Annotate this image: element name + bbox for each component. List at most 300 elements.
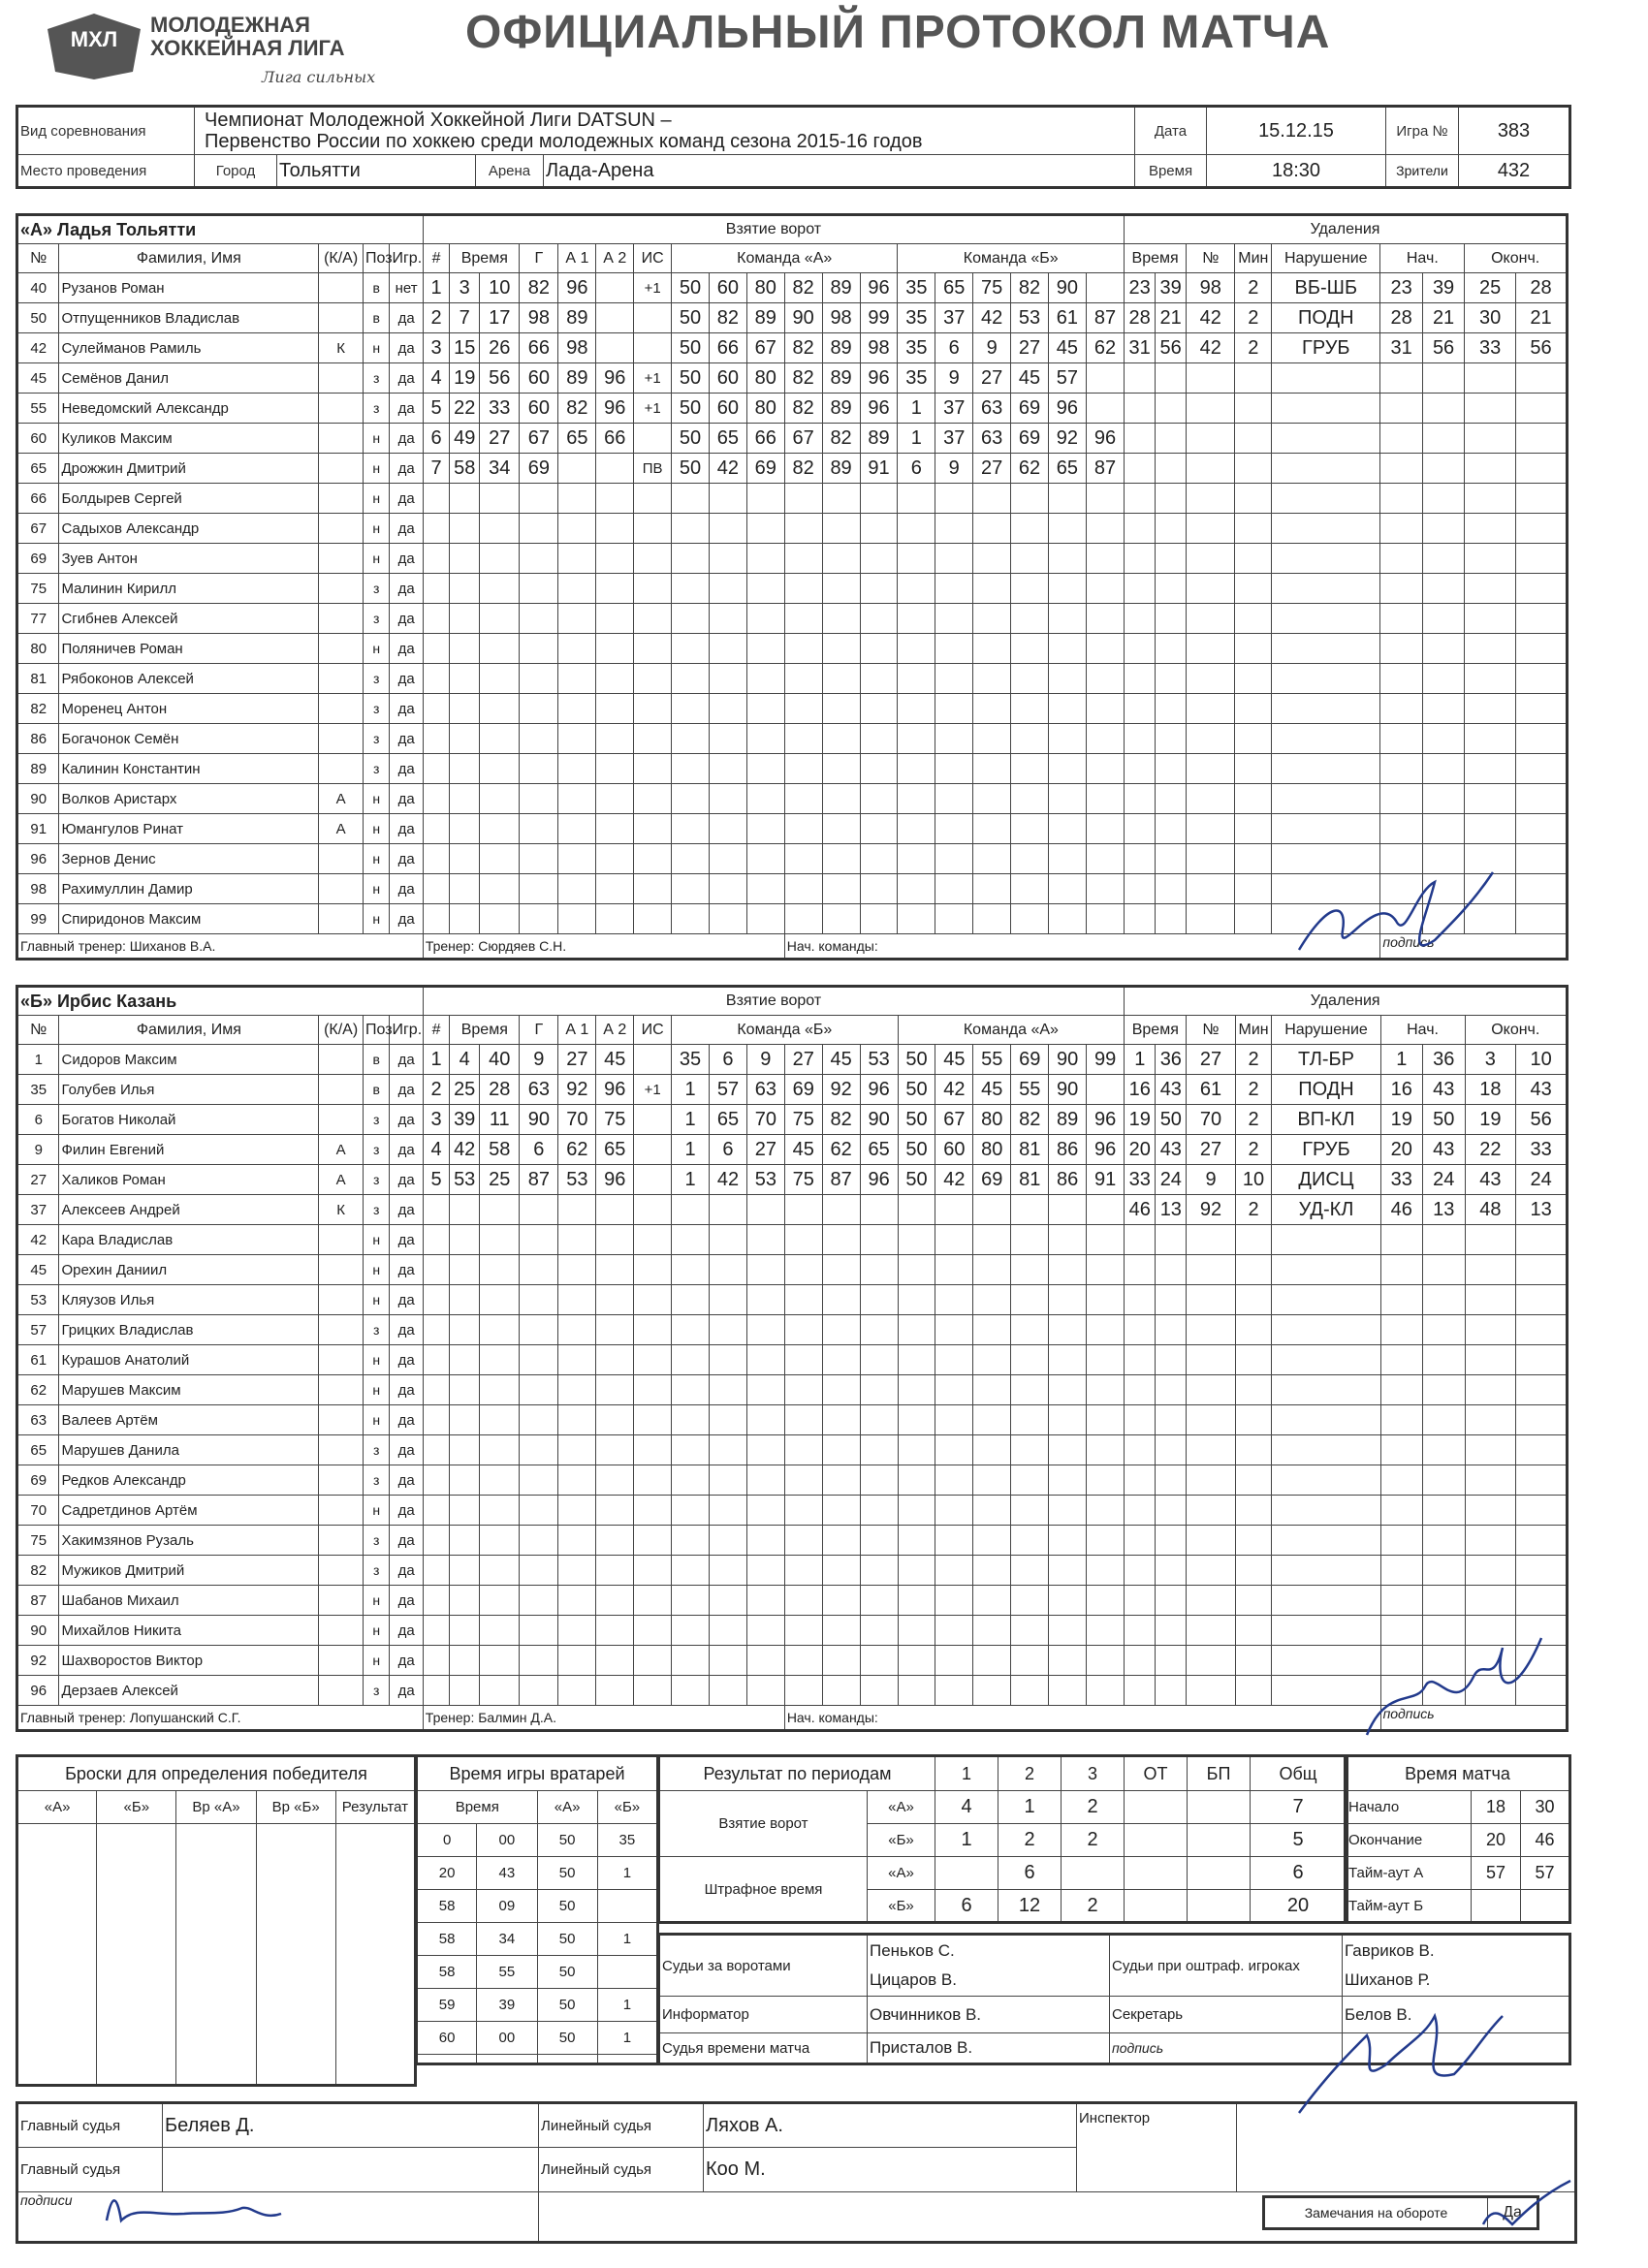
player-row (17, 363, 1568, 394)
goal-empty-cell (860, 1646, 898, 1676)
pen-empty-cell (1272, 1435, 1380, 1465)
player-position: н (364, 1255, 390, 1285)
pen-end-min: 30 (1465, 303, 1516, 333)
player-ka: А (319, 1165, 364, 1195)
on-ice-own: 96 (860, 273, 898, 303)
goal-empty-cell (423, 784, 449, 814)
goal-empty-cell (1049, 1225, 1087, 1255)
player-row (17, 604, 1568, 634)
goal-empty-cell (746, 1315, 784, 1345)
goal-empty-cell (709, 664, 746, 694)
pen-empty-cell (1380, 424, 1422, 454)
pen-empty-cell (1156, 514, 1187, 544)
player-position: з (364, 394, 390, 424)
goal-empty-cell (1048, 844, 1086, 874)
goal-empty-cell (423, 694, 449, 724)
on-ice-opp: 45 (1011, 363, 1049, 394)
on-ice-opp (1086, 363, 1124, 394)
pen-empty-cell (1380, 694, 1422, 724)
goal-empty-cell (973, 1405, 1011, 1435)
goal-empty-cell (634, 1315, 672, 1345)
pen-player: 27 (1187, 1135, 1235, 1165)
spectators-label: Зрители (1386, 155, 1459, 188)
goal-empty-cell (520, 1345, 558, 1375)
goal-empty-cell (1011, 514, 1049, 544)
pen-empty-cell (1125, 1375, 1156, 1405)
pen-start-min: 28 (1380, 303, 1422, 333)
on-ice-own: 35 (672, 1045, 710, 1075)
goal-empty-cell (784, 1616, 822, 1646)
goal-empty-cell (520, 1285, 558, 1315)
goal-assist1: 96 (558, 273, 596, 303)
on-ice-opp: 50 (898, 1135, 935, 1165)
coach-a-signature (1289, 863, 1522, 989)
city-label: Город (195, 155, 277, 188)
pen-end-sec: 10 (1516, 1045, 1568, 1075)
pen-empty-cell (1516, 1496, 1568, 1526)
goal-empty-cell (1048, 724, 1086, 754)
player-name: Шабанов Михаил (59, 1586, 319, 1616)
on-ice-own: 82 (709, 303, 746, 333)
goal-empty-cell (935, 1556, 973, 1586)
on-ice-own: 69 (746, 454, 784, 484)
player-row (17, 1195, 1568, 1225)
on-ice-own: 96 (860, 363, 898, 394)
goal-empty-cell (973, 1345, 1011, 1375)
pen-empty-cell (1156, 363, 1187, 394)
goals-a-cell: 4 (935, 1791, 998, 1824)
goal-empty-cell (672, 1646, 710, 1676)
player-ka (319, 1586, 364, 1616)
player-played: да (390, 484, 423, 514)
pen-infraction: ВБ-ШБ (1272, 273, 1380, 303)
pen-empty-cell (1235, 664, 1272, 694)
col-team-on-ice-2: Команда «А» (898, 1016, 1125, 1045)
player-position: н (364, 904, 390, 934)
goal-empty-cell (1087, 1405, 1125, 1435)
col-played: Игр. (390, 244, 423, 273)
player-played: да (390, 664, 423, 694)
pen-empty-cell (1423, 1375, 1465, 1405)
pen-empty-cell (1422, 784, 1464, 814)
goal-empty-cell (710, 1586, 747, 1616)
pen-empty-cell (1235, 1405, 1272, 1435)
goal-empty-cell (672, 1405, 710, 1435)
pen-empty-cell (1380, 1586, 1422, 1616)
goal-empty-cell (1087, 1676, 1125, 1706)
player-name: Дрожжин Дмитрий (59, 454, 319, 484)
player-ka (319, 844, 364, 874)
goal-empty-cell (1049, 1255, 1087, 1285)
player-ka (319, 1105, 364, 1135)
col-number: № (17, 244, 59, 273)
goal-empty-cell (596, 1526, 634, 1556)
goal-empty-cell (672, 484, 710, 514)
goalie-time-sec: 39 (477, 1989, 537, 2022)
pen-empty-cell (1235, 394, 1272, 424)
on-ice-opp (1086, 273, 1124, 303)
pen-empty-cell (1125, 454, 1156, 484)
player-row (17, 1225, 1568, 1255)
pen-empty-cell (1235, 1465, 1272, 1496)
goal-num: 5 (423, 394, 449, 424)
goal-empty-cell (672, 784, 710, 814)
goalie-row (417, 1989, 658, 2022)
player-number: 40 (17, 273, 59, 303)
goal-empty-cell (860, 874, 898, 904)
goal-empty-cell (822, 844, 860, 874)
goal-empty-cell (784, 1405, 822, 1435)
player-number: 75 (17, 574, 59, 604)
pen-empty-cell (1465, 604, 1516, 634)
pen-empty-cell (1272, 664, 1380, 694)
head-coach-label: Главный тренер: (20, 938, 126, 954)
player-name: Сулейманов Рамиль (59, 333, 319, 363)
goal-empty-cell (746, 574, 784, 604)
on-ice-opp: 91 (1087, 1165, 1125, 1195)
team-a-title: «А» Ладья Тольятти (17, 215, 424, 244)
player-row (17, 664, 1568, 694)
league-name-line1: МОЛОДЕЖНАЯ (150, 13, 310, 37)
player-played: да (390, 1405, 423, 1435)
player-played: да (390, 1526, 423, 1556)
goal-empty-cell (898, 1345, 935, 1375)
goal-min: 7 (450, 303, 480, 333)
goal-empty-cell (784, 694, 822, 724)
on-ice-opp: 69 (1011, 1045, 1049, 1075)
pen-start-sec: 50 (1423, 1105, 1465, 1135)
on-ice-own: 92 (822, 1075, 860, 1105)
player-ka (319, 1345, 364, 1375)
player-position: з (364, 1165, 390, 1195)
pen-end-min: 22 (1465, 1135, 1516, 1165)
goal-empty-cell (1049, 1646, 1087, 1676)
team-b-label: «Б» (868, 1890, 935, 1923)
pen-empty-cell (1423, 1225, 1465, 1255)
pen-player: 61 (1187, 1075, 1235, 1105)
on-ice-own: 27 (746, 1135, 784, 1165)
on-ice-opp: 90 (1049, 1075, 1087, 1105)
pen-empty-cell (1125, 514, 1156, 544)
player-row (17, 1045, 1568, 1075)
goal-empty-cell (1011, 1676, 1049, 1706)
player-name: Поляничев Роман (59, 634, 319, 664)
pen-empty-cell (1272, 694, 1380, 724)
goal-empty-cell (558, 1465, 596, 1496)
on-ice-own: 96 (860, 394, 898, 424)
goals-header: Взятие ворот (423, 987, 1124, 1016)
pen-empty-cell (1187, 1616, 1235, 1646)
goal-empty-cell (1049, 1315, 1087, 1345)
goal-empty-cell (450, 1435, 480, 1465)
goal-empty-cell (1086, 634, 1124, 664)
goal-empty-cell (520, 814, 558, 844)
goal-empty-cell (784, 1195, 822, 1225)
pen-end-min: 3 (1465, 1045, 1516, 1075)
on-ice-own: 91 (860, 454, 898, 484)
goals-b-cell (1125, 1824, 1188, 1857)
pen-empty-cell (1187, 604, 1235, 634)
goal-empty-cell (1011, 1405, 1049, 1435)
player-name: Зернов Денис (59, 844, 319, 874)
player-position: н (364, 814, 390, 844)
goal-empty-cell (558, 1255, 596, 1285)
goals-label: Взятие ворот (659, 1791, 868, 1857)
goal-empty-cell (709, 634, 746, 664)
player-row (17, 1616, 1568, 1646)
player-position: н (364, 1646, 390, 1676)
pen-sec: 24 (1156, 1165, 1187, 1195)
pen-empty-cell (1272, 754, 1380, 784)
goal-empty-cell (480, 1586, 520, 1616)
goal-judge-2: Цицаров В. (870, 1970, 957, 1989)
player-played: да (390, 424, 423, 454)
goal-num: 6 (423, 424, 449, 454)
goal-empty-cell (935, 1586, 973, 1616)
pen-empty-cell (1465, 694, 1516, 724)
player-number: 81 (17, 664, 59, 694)
goalie-row (417, 1824, 658, 1857)
on-ice-own: 50 (672, 273, 710, 303)
pen-empty-cell (1465, 634, 1516, 664)
goal-empty-cell (746, 724, 784, 754)
col-pen-num: № (1187, 1016, 1235, 1045)
pen-sec: 43 (1156, 1075, 1187, 1105)
pen-infraction: ГРУБ (1272, 333, 1380, 363)
goalie-time-table (415, 1754, 659, 2065)
goal-scorer: 90 (520, 1105, 558, 1135)
goal-empty-cell (634, 1195, 672, 1225)
col-ka: (К/А) (319, 1016, 364, 1045)
pen-empty-cell (1235, 363, 1272, 394)
player-name: Филин Евгений (59, 1135, 319, 1165)
player-name: Голубев Илья (59, 1075, 319, 1105)
player-played: да (390, 333, 423, 363)
pen-empty-cell (1156, 1405, 1187, 1435)
goal-empty-cell (520, 1646, 558, 1676)
on-ice-opp: 87 (1086, 454, 1124, 484)
remarks-signature (1474, 2176, 1580, 2234)
goal-empty-cell (784, 1435, 822, 1465)
head-coach-label: Главный тренер: (20, 1710, 126, 1725)
player-name: Садыхов Александр (59, 514, 319, 544)
goal-empty-cell (860, 604, 898, 634)
goalie-b (597, 1890, 657, 1923)
goalie-a: 50 (537, 1956, 597, 1989)
goal-empty-cell (973, 1586, 1011, 1616)
pen-empty-cell (1272, 1556, 1380, 1586)
goal-situation: ПВ (634, 454, 672, 484)
goal-scorer: 63 (520, 1075, 558, 1105)
pen-infraction: УД-КЛ (1272, 1195, 1380, 1225)
pen-empty-cell (1125, 724, 1156, 754)
player-played: да (390, 694, 423, 724)
goal-empty-cell (1011, 814, 1049, 844)
goal-empty-cell (784, 844, 822, 874)
goal-empty-cell (1049, 1556, 1087, 1586)
goal-assist2: 96 (596, 1165, 634, 1195)
goal-empty-cell (709, 484, 746, 514)
goal-empty-cell (520, 574, 558, 604)
goal-scorer: 60 (520, 363, 558, 394)
goal-empty-cell (710, 1556, 747, 1586)
player-played: да (390, 1135, 423, 1165)
player-name: Валеев Артём (59, 1405, 319, 1435)
pim-label: Штрафное время (659, 1857, 868, 1923)
player-ka (319, 1435, 364, 1465)
goal-empty-cell (520, 1405, 558, 1435)
remarks-label: Замечания на обороте (1265, 2198, 1488, 2227)
goal-empty-cell (450, 904, 480, 934)
goal-empty-cell (1048, 664, 1086, 694)
goal-empty-cell (1086, 904, 1124, 934)
on-ice-own: 60 (709, 394, 746, 424)
pen-empty-cell (1465, 1496, 1516, 1526)
goal-empty-cell (935, 1195, 973, 1225)
goal-empty-cell (784, 1315, 822, 1345)
pen-end-sec: 33 (1516, 1135, 1568, 1165)
pen-empty-cell (1156, 844, 1187, 874)
goal-empty-cell (1087, 1195, 1125, 1225)
pen-empty-cell (1187, 1586, 1235, 1616)
team-a-label: «А» (868, 1857, 935, 1890)
pen-player: 27 (1187, 1045, 1235, 1075)
goal-empty-cell (746, 1526, 784, 1556)
goal-empty-cell (520, 544, 558, 574)
pen-empty-cell (1187, 874, 1235, 904)
goalie-a: 50 (537, 2022, 597, 2055)
goal-empty-cell (709, 604, 746, 634)
goal-empty-cell (935, 1255, 973, 1285)
on-ice-opp: 55 (1011, 1075, 1049, 1105)
league-logo (44, 12, 145, 81)
goal-situation (634, 333, 672, 363)
goalie-b: 1 (597, 2022, 657, 2055)
goal-empty-cell (520, 1526, 558, 1556)
player-played: да (390, 544, 423, 574)
player-position: н (364, 634, 390, 664)
on-ice-opp: 37 (935, 424, 973, 454)
col-assist2: А 2 (596, 1016, 634, 1045)
goal-empty-cell (423, 1315, 449, 1345)
match-date: 15.12.15 (1207, 107, 1386, 155)
goal-empty-cell (1049, 1496, 1087, 1526)
player-row (17, 1075, 1568, 1105)
goal-empty-cell (1011, 874, 1049, 904)
goal-empty-cell (480, 604, 520, 634)
goal-empty-cell (898, 1375, 935, 1405)
pen-empty-cell (1235, 1255, 1272, 1285)
pen-empty-cell (1235, 1496, 1272, 1526)
on-ice-opp: 27 (973, 454, 1011, 484)
goal-empty-cell (1049, 1435, 1087, 1465)
player-row (17, 1405, 1568, 1435)
player-number: 90 (17, 784, 59, 814)
on-ice-opp: 65 (935, 273, 973, 303)
goal-empty-cell (520, 1255, 558, 1285)
goal-empty-cell (973, 1646, 1011, 1676)
goal-empty-cell (1011, 904, 1049, 934)
goal-empty-cell (450, 1315, 480, 1345)
on-ice-opp: 90 (1048, 273, 1086, 303)
on-ice-own: 87 (822, 1165, 860, 1195)
pen-empty-cell (1422, 724, 1464, 754)
pen-empty-cell (1516, 1465, 1568, 1496)
goal-empty-cell (423, 1255, 449, 1285)
goal-empty-cell (634, 604, 672, 634)
goal-empty-cell (634, 1375, 672, 1405)
goal-min: 22 (450, 394, 480, 424)
goal-empty-cell (709, 514, 746, 544)
goal-empty-cell (450, 784, 480, 814)
pen-empty-cell (1516, 1345, 1568, 1375)
inspector-label: Инспектор (1077, 2103, 1237, 2192)
goal-empty-cell (822, 1225, 860, 1255)
pen-min: 46 (1125, 1195, 1156, 1225)
goal-empty-cell (973, 844, 1011, 874)
pen-player: 92 (1187, 1195, 1235, 1225)
pen-empty-cell (1515, 724, 1567, 754)
goal-empty-cell (672, 814, 710, 844)
on-ice-opp: 96 (1087, 1105, 1125, 1135)
on-ice-own: 89 (746, 303, 784, 333)
goal-assist2 (596, 454, 634, 484)
goal-assist1: 65 (558, 424, 596, 454)
player-ka (319, 1315, 364, 1345)
shootout-col: «Б» (97, 1791, 176, 1824)
pen-empty-cell (1465, 363, 1516, 394)
timeout-a-h: 57 (1472, 1857, 1521, 1890)
pen-empty-cell (1465, 1315, 1516, 1345)
pen-end-min: 33 (1465, 333, 1516, 363)
pen-minutes: 2 (1235, 1075, 1272, 1105)
pim-b-cell (1125, 1890, 1188, 1923)
goal-empty-cell (898, 1676, 935, 1706)
player-played: да (390, 1195, 423, 1225)
goal-empty-cell (898, 1556, 935, 1586)
goal-empty-cell (480, 1646, 520, 1676)
goal-empty-cell (450, 514, 480, 544)
pen-player: 42 (1187, 303, 1235, 333)
pen-empty-cell (1422, 454, 1464, 484)
on-ice-opp: 69 (1011, 394, 1049, 424)
goal-empty-cell (784, 1496, 822, 1526)
player-number: 55 (17, 394, 59, 424)
pen-empty-cell (1422, 694, 1464, 724)
goal-empty-cell (672, 1556, 710, 1586)
pen-empty-cell (1465, 784, 1516, 814)
pen-empty-cell (1235, 1556, 1272, 1586)
goal-assist2: 75 (596, 1105, 634, 1135)
goal-scorer: 9 (520, 1045, 558, 1075)
on-ice-opp: 1 (898, 424, 935, 454)
goal-empty-cell (423, 754, 449, 784)
goal-empty-cell (860, 1345, 898, 1375)
goal-empty-cell (973, 514, 1011, 544)
goal-empty-cell (1011, 1225, 1049, 1255)
goal-empty-cell (672, 1435, 710, 1465)
player-position: з (364, 1435, 390, 1465)
pen-empty-cell (1187, 394, 1235, 424)
goal-empty-cell (746, 1586, 784, 1616)
goals-header: Взятие ворот (423, 215, 1124, 244)
player-ka (319, 394, 364, 424)
pen-empty-cell (1235, 754, 1272, 784)
goal-empty-cell (935, 514, 973, 544)
goals-a-cell (1125, 1791, 1188, 1824)
goal-assist2: 66 (596, 424, 634, 454)
on-ice-opp: 27 (1011, 333, 1049, 363)
